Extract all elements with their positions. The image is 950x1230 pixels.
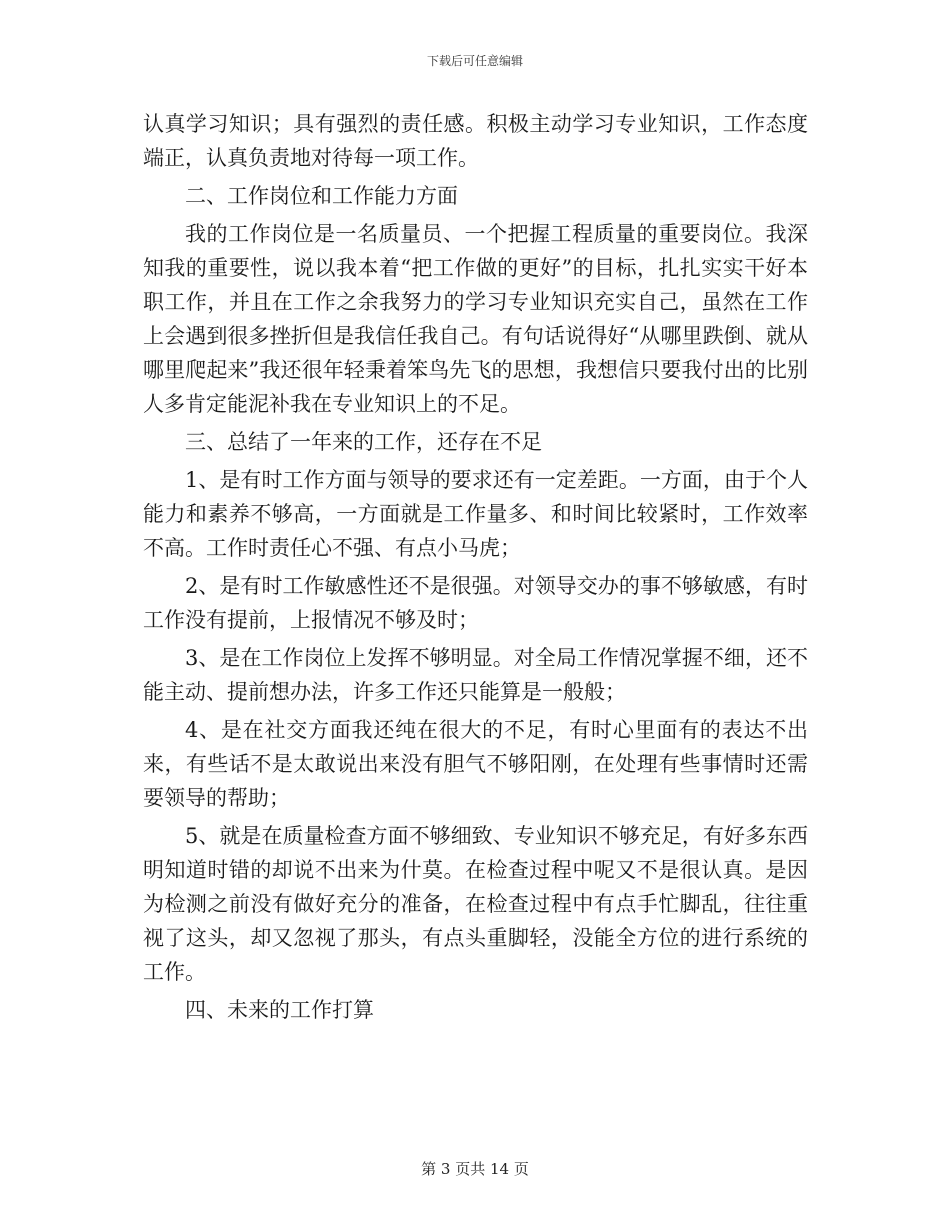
document-body [143, 107, 808, 1027]
page-header: 下载后可任意编辑 [426, 54, 523, 68]
list-item-1: 1、是有时工作方面与领导的要求还有一定差距。一方面，由于个人能力和素养不够高，一方面就是工作量多、和时间比较紧时，工作效率不高。工作时责任心不强、有点小马虎； [143, 468, 808, 560]
section-heading-3: 三、总结了一年来的工作，还存在不足 [185, 430, 542, 454]
section-heading-4: 四、未来的工作打算 [185, 998, 374, 1022]
list-item-2: 2、是有时工作敏感性还不是很强。对领导交办的事不够敏感，有时工作没有提前，上报情况不够及时； [143, 574, 808, 632]
list-item-3: 3、是在工作岗位上发挥不够明显。对全局工作情况掌握不细，还不能主动、提前想办法，许多工作还只能算是一般般； [143, 646, 808, 704]
paragraph-job-position: 我的工作岗位是一名质量员、一个把握工程质量的重要岗位。我深知我的重要性，说以我本着“把工作做的更好”的目标，扎扎实实干好本职工作，并且在工作之余我努力的学习专业知识充实自己，虽然在工作上会遇到很多挫折但是我信任我自己。有句话说得好“从哪里跌倒、就从哪里爬起来”我还很年轻秉着笨鸟先飞的思想，我想信只要我付出的比别人多肯定能泥补我在专业知识上的不足。 [143, 222, 808, 416]
section-heading-2: 二、工作岗位和工作能力方面 [185, 184, 458, 208]
list-item-4: 4、是在社交方面我还纯在很大的不足，有时心里面有的表达不出来，有些话不是太敢说出来没有胆气不够阳刚，在处理有些事情时还需要领导的帮助； [143, 718, 808, 810]
list-item-5: 5、就是在质量检查方面不够细致、专业知识不够充足，有好多东西明知道时错的却说不出来为什莫。在检查过程中呢又不是很认真。是因为检测之前没有做好充分的准备，在检查过程中有点手忙脚乱，往往重视了这头，却又忽视了那头，有点头重脚轻，没能全方位的进行系统的工作。 [143, 824, 808, 984]
paragraph-continued: 认真学习知识；具有强烈的责任感。积极主动学习专业知识，工作态度端正，认真负责地对待每一项工作。 [143, 112, 808, 170]
page-footer: 第 3 页共 14 页 [421, 1160, 529, 1178]
